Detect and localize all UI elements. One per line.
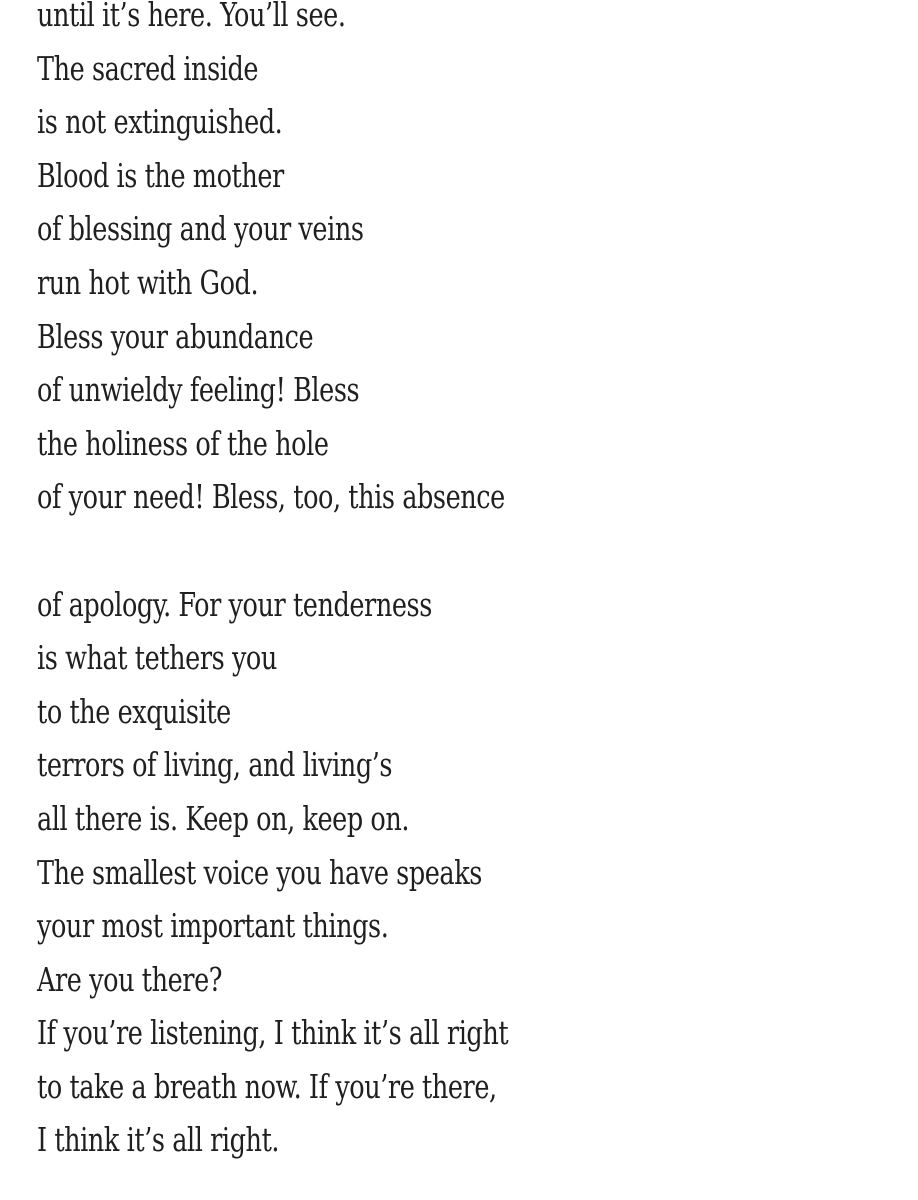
poem-line: to the exquisite — [37, 691, 231, 731]
poem-line: your most important things. — [37, 906, 389, 946]
poem-line: Are you there? — [37, 959, 223, 999]
poem-line: of your need! Bless, too, this absence — [37, 477, 505, 517]
poem-line: all there is. Keep on, keep on. — [37, 798, 410, 838]
stanza-1 — [37, 0, 897, 524]
poem-line: is what tethers you — [37, 638, 277, 678]
poem-line: run hot with God. — [37, 262, 259, 302]
poem-line: to take a breath now. If you’re there, — [37, 1066, 497, 1106]
poem-line: The sacred inside — [37, 48, 259, 88]
poem-line: the holiness of the hole — [37, 423, 329, 463]
poem-line: of blessing and your veins — [37, 209, 364, 249]
poem-line: Bless your abundance — [37, 316, 314, 356]
poem-line: The smallest voice you have speaks — [37, 852, 482, 892]
poem-line: of unwieldy feeling! Bless — [37, 370, 360, 410]
poem-text — [37, 0, 897, 1167]
poem-line: until it’s here. You’ll see. — [37, 0, 346, 34]
poem-line: of apology. For your tenderness — [37, 584, 432, 624]
poem-line: is not extinguished. — [37, 102, 283, 142]
poem-line: terrors of living, and living’s — [37, 745, 393, 785]
poem-line: If you’re listening, I think it’s all right — [37, 1013, 509, 1053]
stanza-2 — [37, 578, 897, 1168]
poem-line: Blood is the mother — [37, 155, 284, 195]
poem-line: I think it’s all right. — [37, 1120, 280, 1160]
